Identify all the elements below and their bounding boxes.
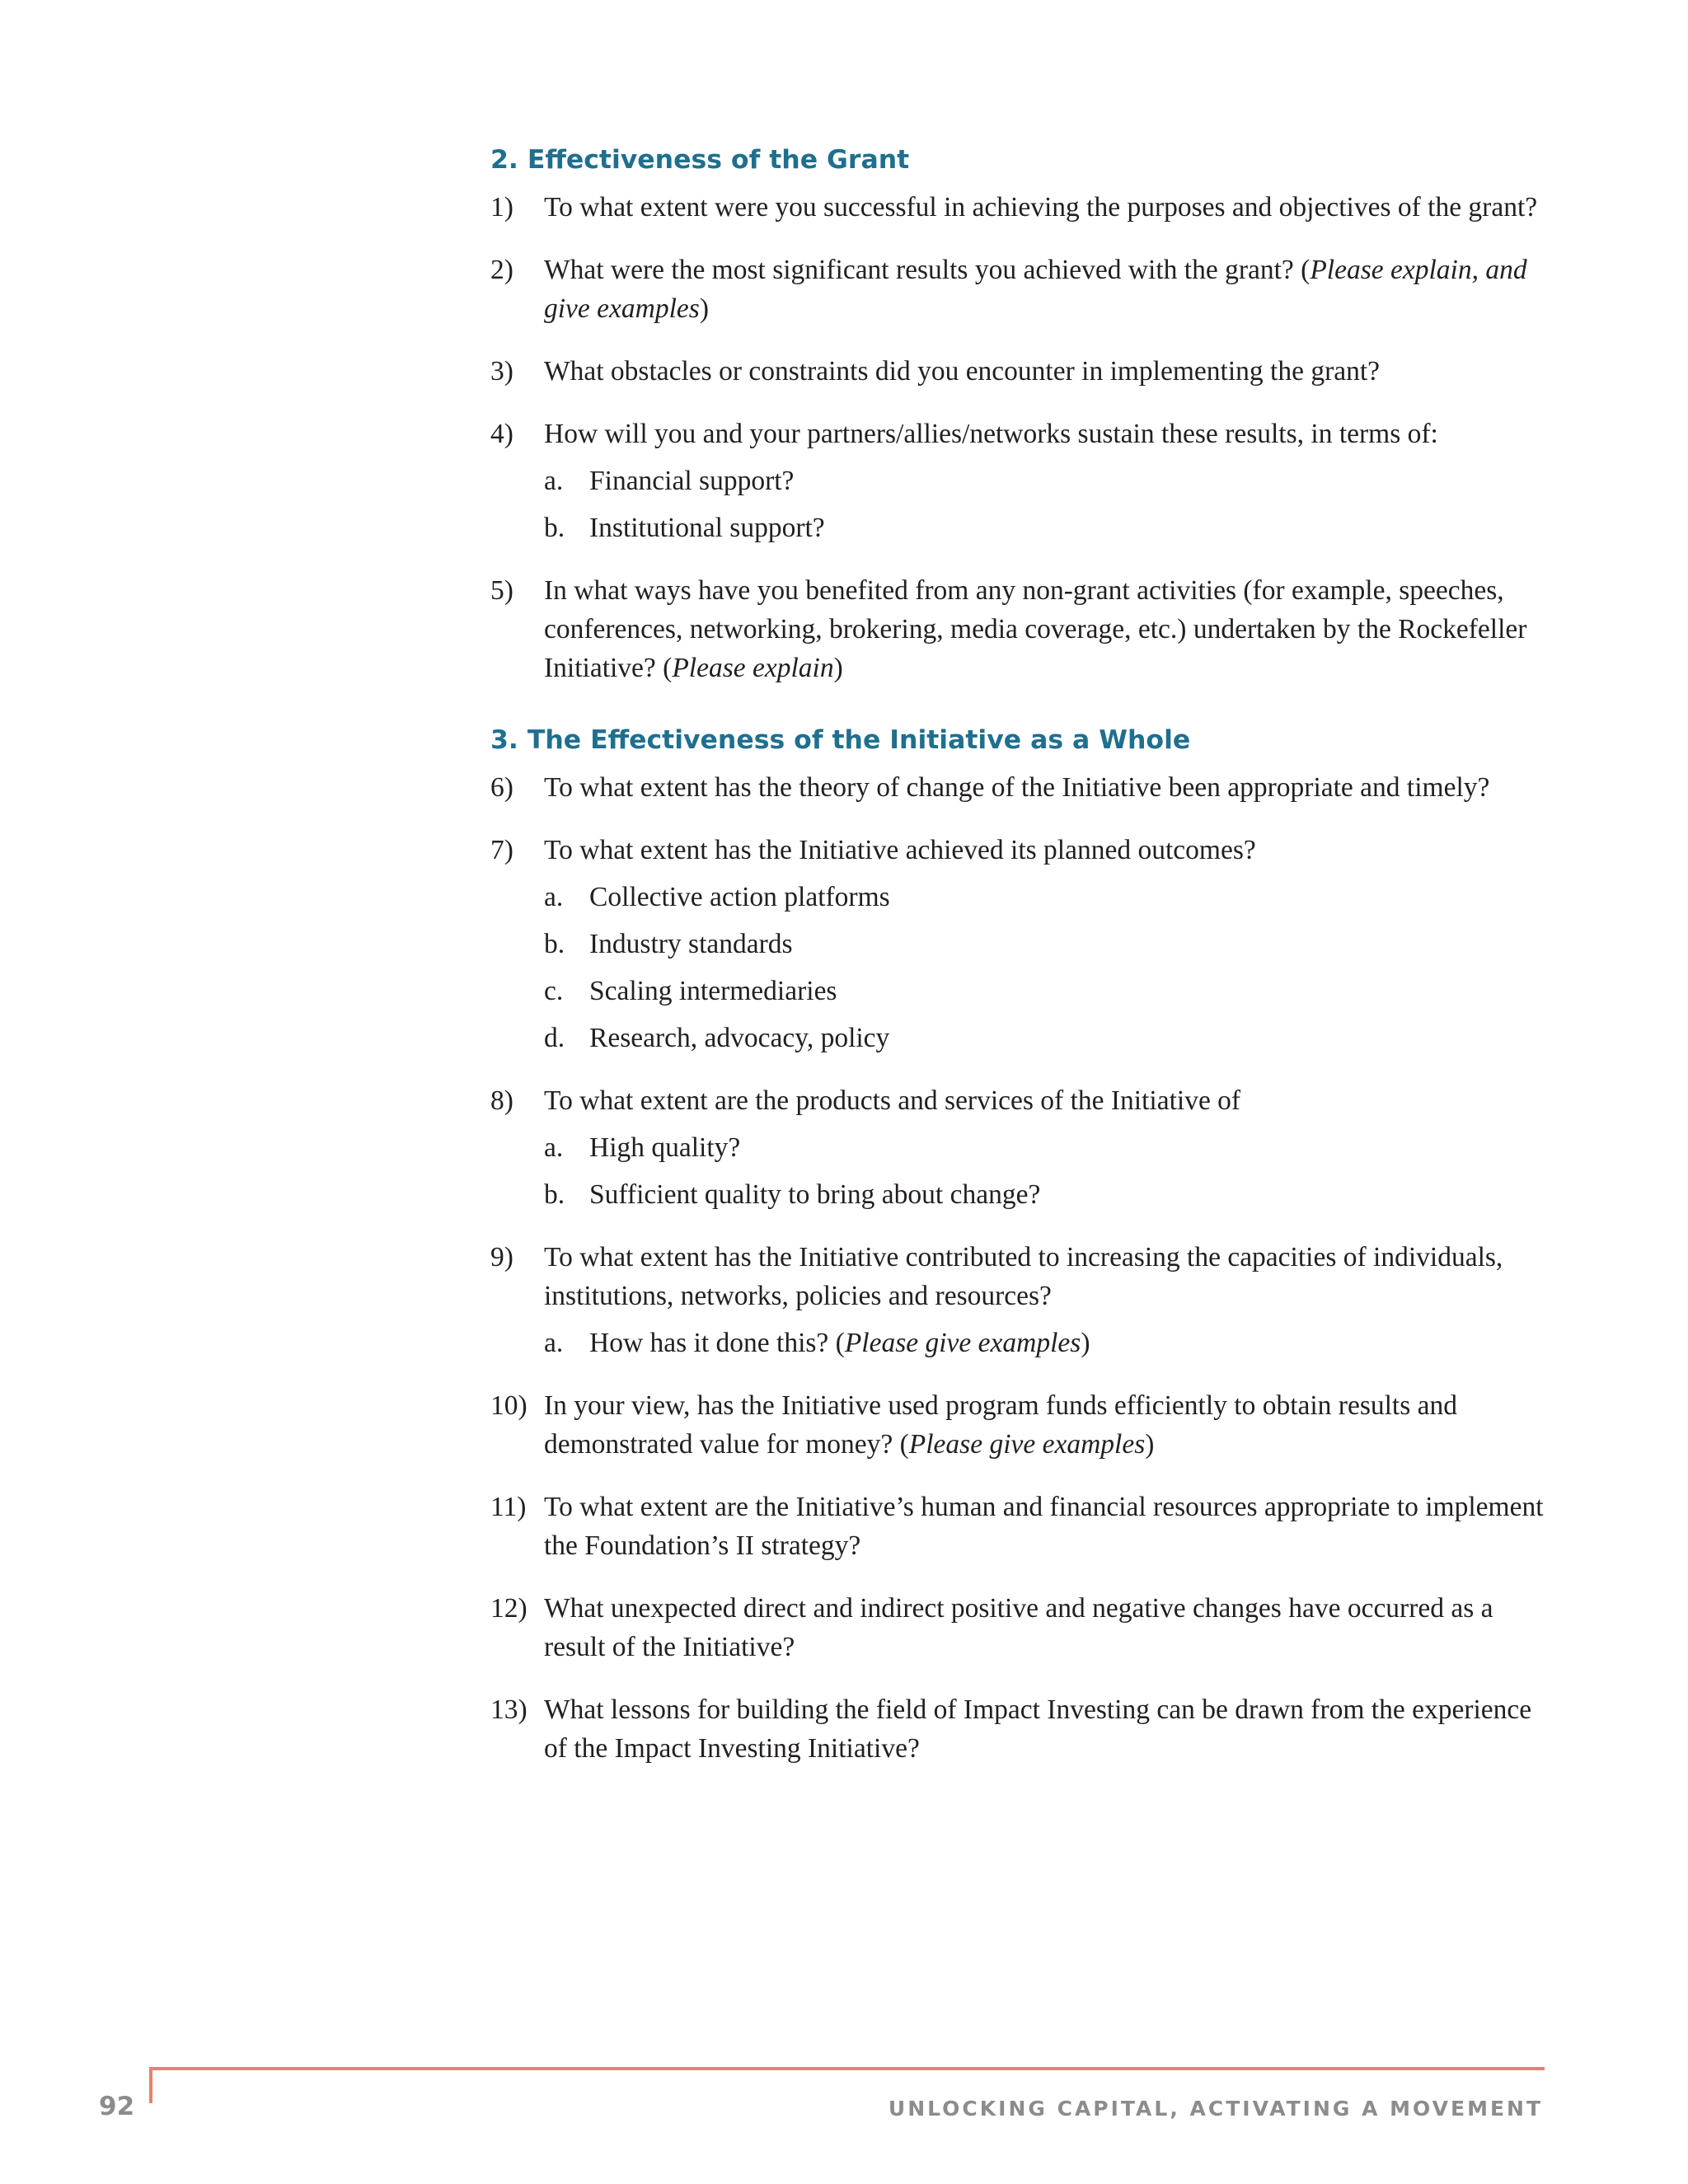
question-number: 3) — [490, 356, 513, 387]
sub-item — [544, 1128, 1550, 1167]
question-number: 9) — [490, 1242, 513, 1272]
section-heading: 2. Effectiveness of the Grant — [490, 145, 910, 175]
sub-item — [544, 972, 1550, 1010]
question-number: 6) — [490, 772, 513, 803]
question-note: Please give examples — [908, 1429, 1146, 1460]
question-item — [490, 571, 1550, 687]
sub-item-letter: a. — [544, 466, 564, 496]
question-item — [490, 352, 1550, 391]
question-note: Please explain — [672, 653, 834, 683]
sub-item — [544, 925, 1550, 963]
question-item — [490, 1690, 1550, 1768]
question-text-end: ) — [699, 293, 709, 324]
question-item — [490, 1081, 1550, 1214]
question-text: In your view, has the Initiative used program funds efficiently to obtain results and demonstrated value for money? ( — [544, 1390, 1458, 1460]
sub-item-letter: c. — [544, 976, 564, 1006]
running-title: UNLOCKING CAPITAL, ACTIVATING A MOVEMENT — [888, 2097, 1543, 2121]
sub-item-letter: b. — [544, 513, 565, 543]
question-item — [490, 1386, 1550, 1464]
question-number: 13) — [490, 1694, 528, 1725]
sub-item-text: Industry standards — [589, 929, 793, 959]
question-item — [490, 768, 1550, 807]
question-text: What were the most significant results you achieved with the grant? ( — [544, 255, 1311, 285]
section-heading: 3. The Effectiveness of the Initiative as a Whole — [490, 725, 1191, 755]
sub-item-note: Please give examples — [844, 1328, 1081, 1358]
question-text: What lessons for building the field of Impact Investing can be drawn from the experience of the Impact Investing Initiative? — [544, 1694, 1532, 1764]
question-text: How will you and your partners/allies/networks sustain these results, in terms of: — [544, 419, 1438, 449]
question-number: 5) — [490, 575, 513, 606]
sub-item-text: Sufficient quality to bring about change? — [589, 1179, 1041, 1210]
sub-item-letter: b. — [544, 929, 565, 959]
sub-item-text: High quality? — [589, 1132, 741, 1163]
question-text-end: ) — [1145, 1429, 1155, 1460]
document-body — [490, 140, 1550, 1792]
question-number: 11) — [490, 1492, 527, 1522]
question-text: To what extent has the Initiative contributed to increasing the capacities of individuals, institutions, networks, policies and resources? — [544, 1242, 1503, 1311]
question-text: What obstacles or constraints did you encounter in implementing the grant? — [544, 356, 1381, 387]
question-item — [490, 188, 1550, 227]
question-item — [490, 1589, 1550, 1666]
question-text: In what ways have you benefited from any non-grant activities (for example, speeches, conferences, networking, brokering, media coverage, etc.) undertaken by the Rockefeller Initiative? ( — [544, 575, 1527, 683]
question-text: To what extent were you successful in achieving the purposes and objectives of the grant? — [544, 192, 1538, 223]
sub-item — [544, 878, 1550, 916]
sub-item-text: Institutional support? — [589, 513, 825, 543]
question-number: 8) — [490, 1085, 513, 1116]
sub-item-text: Scaling intermediaries — [589, 976, 837, 1006]
sub-item-letter: a. — [544, 1328, 564, 1358]
footer-rule-vertical — [149, 2067, 152, 2103]
sub-item-letter: b. — [544, 1179, 565, 1210]
question-number: 2) — [490, 255, 513, 285]
question-number: 1) — [490, 192, 513, 223]
question-item — [490, 1488, 1550, 1565]
question-text: To what extent are the Initiative’s human and financial resources appropriate to implement the Foundation’s II strategy? — [544, 1492, 1544, 1561]
sub-item-letter: a. — [544, 882, 564, 912]
question-item — [490, 831, 1550, 1057]
question-item — [490, 415, 1550, 547]
sub-item-letter: a. — [544, 1132, 564, 1163]
question-note: Please explain, and give examples — [544, 255, 1527, 324]
sub-item — [544, 462, 1550, 500]
question-item — [490, 251, 1550, 328]
sub-item-text: Collective action platforms — [589, 882, 890, 912]
sub-item — [544, 1175, 1550, 1214]
sub-item — [544, 1324, 1550, 1362]
question-number: 7) — [490, 835, 513, 865]
question-number: 10) — [490, 1390, 528, 1421]
sub-item — [544, 509, 1550, 547]
footer-rule-horizontal — [149, 2067, 1545, 2070]
sub-item-text: How has it done this? ( — [589, 1328, 845, 1358]
sub-item-text-end: ) — [1081, 1328, 1090, 1358]
page-number: 92 — [99, 2092, 135, 2121]
question-text: To what extent has the Initiative achieved its planned outcomes? — [544, 835, 1256, 865]
question-item — [490, 1238, 1550, 1362]
sub-item-text: Financial support? — [589, 466, 795, 496]
question-text: To what extent has the theory of change of the Initiative been appropriate and timely? — [544, 772, 1490, 803]
question-number: 12) — [490, 1593, 528, 1624]
sub-item-text: Research, advocacy, policy — [589, 1023, 890, 1053]
sub-item-letter: d. — [544, 1023, 565, 1053]
question-number: 4) — [490, 419, 513, 449]
question-text-end: ) — [833, 653, 843, 683]
question-text: What unexpected direct and indirect positive and negative changes have occurred as a result of the Initiative? — [544, 1593, 1493, 1662]
question-text: To what extent are the products and services of the Initiative of — [544, 1085, 1241, 1116]
sub-item — [544, 1019, 1550, 1057]
